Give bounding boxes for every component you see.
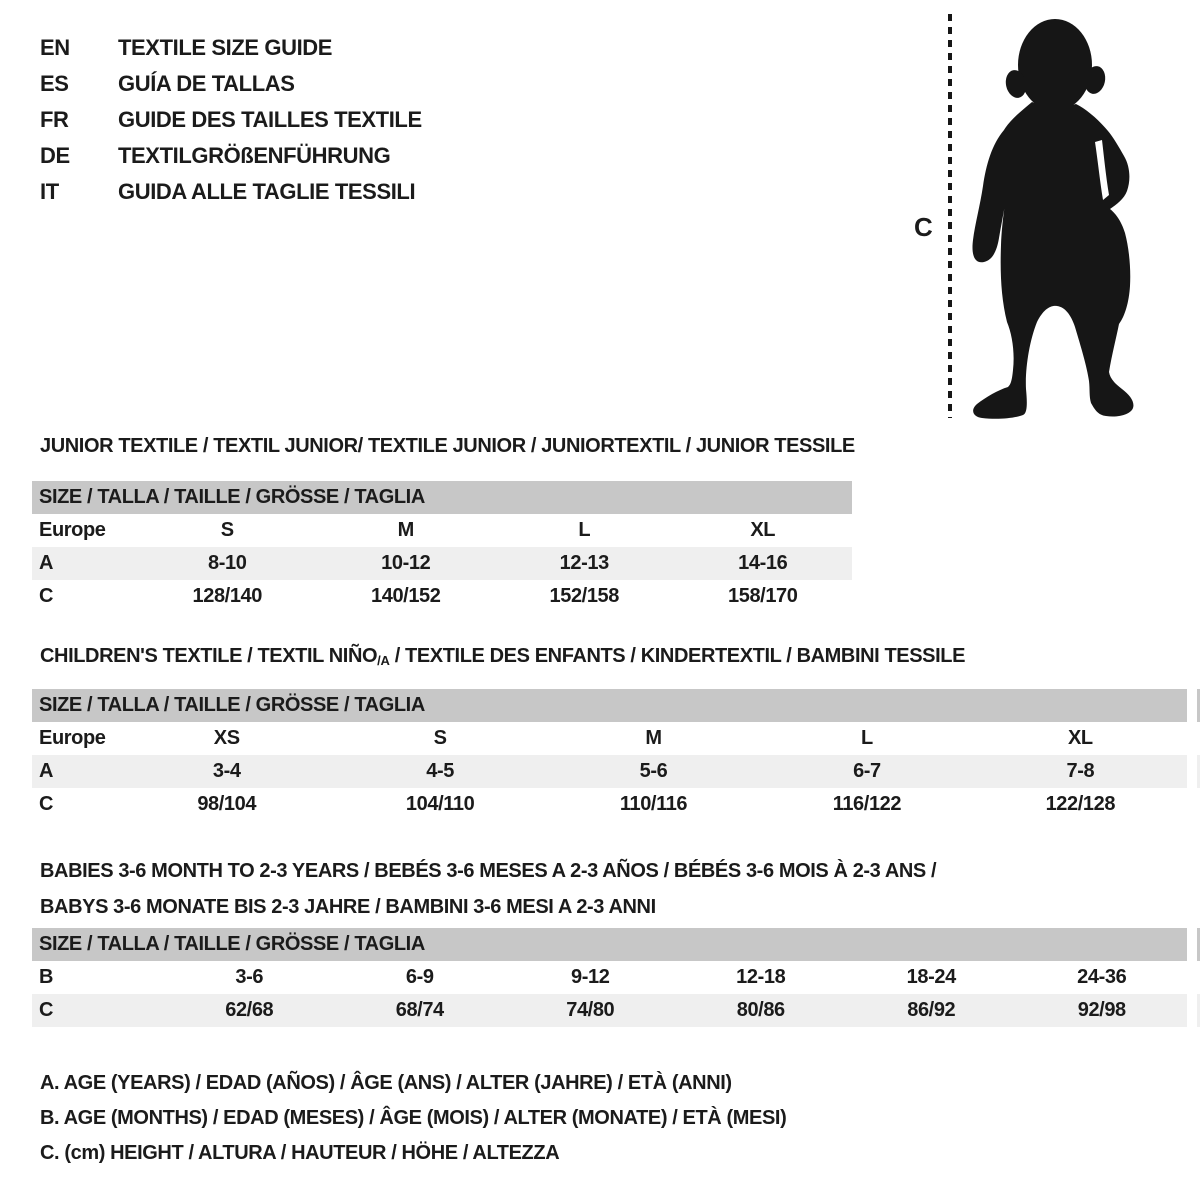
age-cell: 9-12 [571,966,610,988]
guide-title-it: GUIDA ALLE TAGLIE TESSILI [118,179,416,204]
height-cell: 68/74 [395,999,444,1021]
guide-title-de: TEXTILGRÖßENFÜHRUNG [118,143,391,168]
size-cell: L [861,727,873,749]
language-code: FR [40,107,69,132]
babies-title-line1: BABIES 3-6 MONTH TO 2-3 YEARS / BEBÉS 3-6 MESES A 2-3 AÑOS / BÉBÉS 3-6 MOIS À 2-3 ANS / [40,860,937,882]
age-cell: 18-24 [906,966,956,988]
height-cell: 86/92 [907,999,956,1021]
guide-title-es: GUÍA DE TALLAS [118,71,295,96]
age-cell: 6-7 [853,760,881,782]
language-code: DE [40,143,70,168]
measurement-legend [40,1066,786,1171]
children-title-suffix: / TEXTILE DES ENFANTS / KINDERTEXTIL / BAMBINI TESSILE [389,645,966,667]
size-cell: S [220,519,234,541]
height-cell: 92/98 [1077,999,1126,1021]
height-cell: 104/110 [405,793,475,815]
table-row-europe [32,722,1187,755]
height-cell: 116/122 [832,793,902,815]
age-cell: 6-9 [405,966,434,988]
language-row-fr [40,102,422,138]
size-header-bar: SIZE / TALLA / TAILLE / GRÖSSE / TAGLIA [32,689,1187,722]
legend-line-b: B. AGE (MONTHS) / EDAD (MESES) / ÂGE (MOIS) / ALTER (MONATE) / ETÀ (MESI) [40,1107,787,1129]
age-cell: 24-36 [1077,966,1127,988]
height-cell: 62/68 [225,999,274,1021]
height-cell: 80/86 [736,999,785,1021]
row-label: B [39,966,54,988]
legend-line-a: A. AGE (YEARS) / EDAD (AÑOS) / ÂGE (ANS) / ALTER (JAHRE) / ETÀ (ANNI) [40,1072,732,1094]
height-cell: 128/140 [192,585,262,607]
age-cell: 10-12 [381,552,431,574]
language-code: ES [40,71,69,96]
language-code: IT [40,179,59,204]
babies-title-line2: BABYS 3-6 MONATE BIS 2-3 JAHRE / BAMBINI 3-6 MESI A 2-3 ANNI [40,896,656,918]
language-row-it [40,174,422,210]
age-cell: 8-10 [208,552,247,574]
legend-line-c: C. (cm) HEIGHT / ALTURA / HAUTEUR / HÖHE / ALTEZZA [40,1142,560,1164]
height-measure-dashed-line [948,14,952,418]
age-cell: 3-4 [212,760,241,782]
height-cell: 110/116 [619,793,688,815]
row-label: Europe [39,519,106,541]
size-cell: M [397,519,414,541]
age-cell: 12-18 [736,966,786,988]
age-cell: 5-6 [639,760,668,782]
height-cell: 98/104 [197,793,257,815]
language-row-es [40,66,422,102]
size-header-bar: SIZE / TALLA / TAILLE / GRÖSSE / TAGLIA [32,928,1187,961]
row-label: C [39,793,54,815]
size-cell: L [578,519,591,541]
table-row-age-months [32,961,1187,994]
height-cell: 140/152 [371,585,441,607]
language-list [40,30,422,210]
table-row-europe [32,514,852,547]
height-cell: 152/158 [549,585,619,607]
table-row-height-cm [32,788,1187,821]
size-cell: XL [1067,727,1093,749]
row-label: Europe [39,727,106,749]
age-cell: 14-16 [738,552,788,574]
row-label: A [39,552,54,574]
size-cell: M [645,727,662,749]
size-cell: XS [213,727,240,749]
children-title-prefix: CHILDREN'S TEXTILE / TEXTIL NIÑO [40,645,378,667]
table-row-age-years [32,547,852,580]
children-size-table [32,689,1187,821]
children-section-title [40,645,965,668]
table-row-height-cm [32,580,852,613]
babies-section-title [40,853,936,925]
age-cell: 7-8 [1066,760,1095,782]
age-cell: 4-5 [426,760,454,782]
height-cell: 122/128 [1045,793,1116,815]
row-label: C [39,585,54,607]
guide-title-en: TEXTILE SIZE GUIDE [118,35,333,60]
junior-size-table [32,481,852,613]
baby-silhouette-icon [962,10,1142,420]
height-measure-label: C [914,212,933,242]
age-cell: 12-13 [559,552,609,574]
babies-size-table [32,928,1187,1027]
language-code: EN [40,35,70,60]
age-cell: 3-6 [235,966,264,988]
table-row-age-years [32,755,1187,788]
row-label: A [39,760,54,782]
guide-title-fr: GUIDE DES TAILLES TEXTILE [118,107,422,132]
size-cell: S [433,727,447,749]
height-cell: 158/170 [728,585,798,607]
language-row-de [40,138,422,174]
language-row-en [40,30,422,66]
height-cell: 74/80 [566,999,615,1021]
size-cell: XL [750,519,776,541]
row-label: C [39,999,54,1021]
size-header-bar: SIZE / TALLA / TAILLE / GRÖSSE / TAGLIA [32,481,852,514]
table-row-height-cm [32,994,1187,1027]
junior-section-title: JUNIOR TEXTILE / TEXTIL JUNIOR/ TEXTILE JUNIOR / JUNIORTEXTIL / JUNIOR TESSILE [40,435,855,457]
children-title-sub: /A [377,653,390,668]
